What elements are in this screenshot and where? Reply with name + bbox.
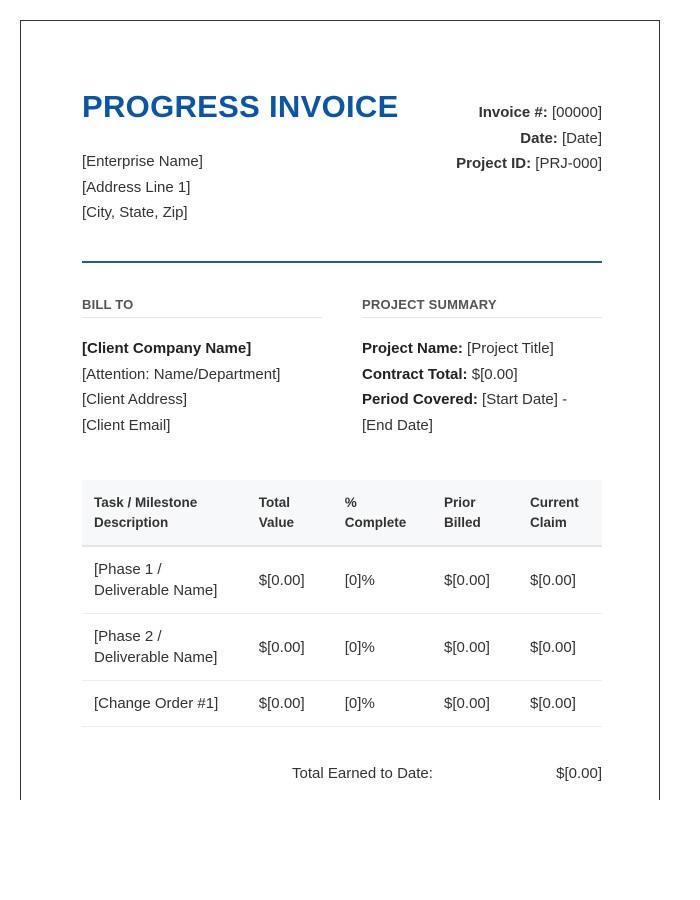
total-earned-line: [292, 765, 602, 782]
row-percent-complete: [0]%: [333, 681, 432, 727]
contract-total-value: $[0.00]: [471, 365, 518, 383]
contract-total-label: Contract Total:: [362, 365, 468, 383]
header-current-claim: Current Claim: [518, 480, 602, 546]
invoice-number-value: [00000]: [551, 104, 602, 121]
project-name-line: [362, 336, 602, 362]
total-earned-label: Total Earned to Date:: [292, 765, 433, 782]
table-row: [82, 546, 602, 614]
period-covered-label: Period Covered:: [362, 391, 478, 408]
project-name-label: Project Name:: [362, 340, 463, 357]
company-address-line-1: [Address Line 1]: [82, 178, 191, 196]
header-task-description: Task / Milestone Description: [82, 480, 247, 546]
invoice-number-line: [456, 100, 602, 126]
project-name-value: [Project Title]: [467, 340, 554, 357]
company-address-line-2: [City, State, Zip]: [82, 204, 188, 221]
row-total-value: $[0.00]: [247, 614, 333, 681]
invoice-date-label: Date:: [520, 129, 558, 147]
client-attention: [Attention: Name/Department]: [82, 365, 281, 383]
row-task-description: [Phase 1 / Deliverable Name]: [82, 546, 247, 614]
project-summary-section: [362, 297, 602, 438]
invoice-title: PROGRESS INVOICE: [82, 89, 399, 124]
total-earned-value: $[0.00]: [556, 765, 602, 782]
company-name: [Enterprise Name]: [82, 153, 203, 170]
row-current-claim: $[0.00]: [518, 681, 602, 727]
invoice-date-line: [456, 126, 602, 152]
row-percent-complete: [0]%: [333, 614, 432, 681]
table-row: [82, 681, 602, 727]
header-percent-complete: % Complete: [333, 480, 432, 546]
bill-to-body: [82, 336, 322, 438]
header-prior-billed: Prior Billed: [432, 480, 518, 546]
row-percent-complete: [0]%: [333, 546, 432, 614]
row-prior-billed: $[0.00]: [432, 546, 518, 614]
client-email: [Client Email]: [82, 416, 171, 434]
bill-to-heading: BILL TO: [82, 297, 322, 318]
table-row: [82, 614, 602, 681]
company-block: [82, 149, 203, 226]
row-task-description: [Change Order #1]: [82, 681, 247, 727]
invoice-date-value: [Date]: [561, 129, 602, 147]
invoice-page: [20, 20, 660, 800]
project-summary-heading: PROJECT SUMMARY: [362, 297, 602, 318]
row-total-value: $[0.00]: [247, 546, 333, 614]
row-prior-billed: $[0.00]: [432, 681, 518, 727]
line-items-table: [82, 480, 602, 727]
invoice-meta: [456, 100, 602, 177]
header-total-value: Total Value: [247, 480, 333, 546]
client-company-name: [Client Company Name]: [82, 340, 252, 357]
header-divider: [82, 261, 602, 263]
period-covered-line: [362, 387, 602, 438]
invoice-number-label: Invoice #:: [478, 104, 548, 121]
contract-total-line: [362, 362, 602, 388]
row-task-description: [Phase 2 / Deliverable Name]: [82, 614, 247, 681]
row-current-claim: $[0.00]: [518, 614, 602, 681]
row-prior-billed: $[0.00]: [432, 614, 518, 681]
project-id-value: [PRJ-000]: [535, 155, 602, 172]
table-header-row: [82, 480, 602, 546]
row-current-claim: $[0.00]: [518, 546, 602, 614]
client-address: [Client Address]: [82, 391, 188, 408]
project-id-line: [456, 151, 602, 177]
row-total-value: $[0.00]: [247, 681, 333, 727]
bill-to-section: [82, 297, 322, 438]
period-covered-value: [Start Date] - [End Date]: [362, 391, 568, 434]
project-id-label: Project ID:: [456, 155, 532, 172]
project-summary-body: [362, 336, 602, 438]
